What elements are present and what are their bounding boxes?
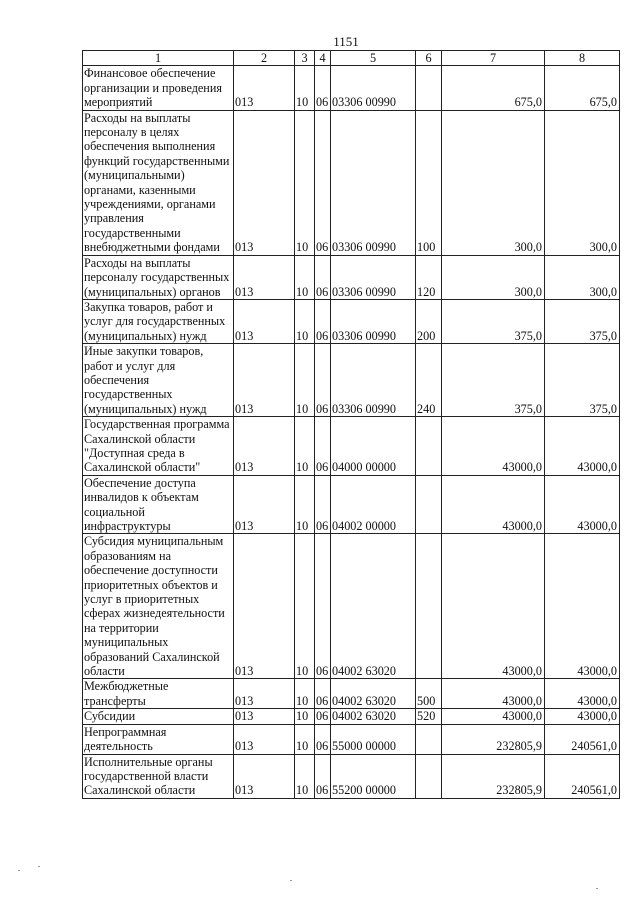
amount-col8: 43000,0 — [545, 417, 620, 476]
target-article-code: 03306 00990 — [331, 66, 416, 110]
expense-type-code: 200 — [416, 299, 442, 343]
target-article-code: 04002 00000 — [331, 475, 416, 534]
target-article-code: 04002 63020 — [331, 679, 416, 709]
ministry-code: 013 — [234, 534, 295, 679]
section-code: 10 — [295, 679, 315, 709]
amount-col7: 675,0 — [442, 66, 545, 110]
expense-type-code: 520 — [416, 709, 442, 724]
target-article-code: 04000 00000 — [331, 417, 416, 476]
row-description: Государственная программа Сахалинской области "Доступная среда в Сахалинской области" — [83, 417, 234, 476]
column-header: 3 — [295, 51, 315, 66]
ministry-code: 013 — [234, 299, 295, 343]
amount-col8: 240561,0 — [545, 754, 620, 798]
expense-type-code — [416, 534, 442, 679]
amount-col7: 43000,0 — [442, 417, 545, 476]
expense-type-code: 240 — [416, 344, 442, 417]
target-article-code: 55200 00000 — [331, 754, 416, 798]
table-row — [83, 724, 620, 754]
expense-type-code — [416, 417, 442, 476]
section-code: 10 — [295, 417, 315, 476]
amount-col8: 300,0 — [545, 255, 620, 299]
ministry-code: 013 — [234, 679, 295, 709]
budget-table — [82, 50, 620, 799]
table-row — [83, 754, 620, 798]
column-header: 1 — [83, 51, 234, 66]
column-header: 5 — [331, 51, 416, 66]
ministry-code: 013 — [234, 417, 295, 476]
table-row — [83, 679, 620, 709]
row-description: Расходы на выплаты персоналу государственных (муниципальных) органов — [83, 255, 234, 299]
expense-type-code: 120 — [416, 255, 442, 299]
column-header: 7 — [442, 51, 545, 66]
subsection-code: 06 — [315, 299, 331, 343]
table-row — [83, 344, 620, 417]
expense-type-code: 100 — [416, 110, 442, 255]
subsection-code: 06 — [315, 679, 331, 709]
subsection-code: 06 — [315, 724, 331, 754]
amount-col7: 300,0 — [442, 255, 545, 299]
target-article-code: 03306 00990 — [331, 110, 416, 255]
row-description: Закупка товаров, работ и услуг для государственных (муниципальных) нужд — [83, 299, 234, 343]
section-code: 10 — [295, 66, 315, 110]
amount-col8: 43000,0 — [545, 475, 620, 534]
target-article-code: 03306 00990 — [331, 299, 416, 343]
table-row — [83, 475, 620, 534]
amount-col8: 43000,0 — [545, 534, 620, 679]
amount-col8: 43000,0 — [545, 709, 620, 724]
target-article-code: 55000 00000 — [331, 724, 416, 754]
ministry-code: 013 — [234, 255, 295, 299]
ministry-code: 013 — [234, 344, 295, 417]
ministry-code: 013 — [234, 66, 295, 110]
section-code: 10 — [295, 299, 315, 343]
section-code: 10 — [295, 709, 315, 724]
subsection-code: 06 — [315, 344, 331, 417]
amount-col7: 375,0 — [442, 299, 545, 343]
column-header: 6 — [416, 51, 442, 66]
amount-col7: 375,0 — [442, 344, 545, 417]
table-row — [83, 110, 620, 255]
row-description: Межбюджетные трансферты — [83, 679, 234, 709]
row-description: Финансовое обеспечение организации и проведения мероприятий — [83, 66, 234, 110]
scan-speck — [18, 870, 20, 871]
subsection-code: 06 — [315, 709, 331, 724]
section-code: 10 — [295, 534, 315, 679]
section-code: 10 — [295, 724, 315, 754]
column-header: 4 — [315, 51, 331, 66]
section-code: 10 — [295, 475, 315, 534]
table-row — [83, 66, 620, 110]
scan-speck — [290, 880, 292, 881]
ministry-code: 013 — [234, 475, 295, 534]
target-article-code: 03306 00990 — [331, 344, 416, 417]
amount-col7: 232805,9 — [442, 754, 545, 798]
subsection-code: 06 — [315, 534, 331, 679]
subsection-code: 06 — [315, 66, 331, 110]
ministry-code: 013 — [234, 110, 295, 255]
row-description: Субсидии — [83, 709, 234, 724]
section-code: 10 — [295, 255, 315, 299]
row-description: Иные закупки товаров, работ и услуг для обеспечения государственных (муниципальных) нужд — [83, 344, 234, 417]
expense-type-code — [416, 754, 442, 798]
expense-type-code — [416, 724, 442, 754]
row-description: Субсидия муниципальным образованиям на обеспечение доступности приоритетных объектов и услуг в приоритетных сферах жизнедеятельности на территории муниципальных образований Сахалинской области — [83, 534, 234, 679]
section-code: 10 — [295, 110, 315, 255]
table-row — [83, 299, 620, 343]
expense-type-code — [416, 66, 442, 110]
amount-col8: 675,0 — [545, 66, 620, 110]
ministry-code: 013 — [234, 754, 295, 798]
amount-col7: 43000,0 — [442, 709, 545, 724]
expense-type-code: 500 — [416, 679, 442, 709]
scan-speck — [38, 866, 40, 867]
amount-col8: 375,0 — [545, 344, 620, 417]
row-description: Обеспечение доступа инвалидов к объектам социальной инфраструктуры — [83, 475, 234, 534]
amount-col7: 43000,0 — [442, 679, 545, 709]
table-row — [83, 255, 620, 299]
subsection-code: 06 — [315, 110, 331, 255]
expense-type-code — [416, 475, 442, 534]
subsection-code: 06 — [315, 475, 331, 534]
header-row — [83, 51, 620, 66]
subsection-code: 06 — [315, 754, 331, 798]
amount-col7: 300,0 — [442, 110, 545, 255]
table-row — [83, 534, 620, 679]
column-header: 8 — [545, 51, 620, 66]
table-row — [83, 709, 620, 724]
amount-col8: 300,0 — [545, 110, 620, 255]
row-description: Расходы на выплаты персоналу в целях обеспечения выполнения функций государственными (муниципальными) органами, казенными учреждениями, органами управления государственными внебюджетными фондами — [83, 110, 234, 255]
ministry-code: 013 — [234, 724, 295, 754]
column-header: 2 — [234, 51, 295, 66]
target-article-code: 04002 63020 — [331, 709, 416, 724]
target-article-code: 04002 63020 — [331, 534, 416, 679]
row-description: Исполнительные органы государственной власти Сахалинской области — [83, 754, 234, 798]
amount-col7: 43000,0 — [442, 534, 545, 679]
page-number: 1151 — [333, 34, 359, 49]
target-article-code: 03306 00990 — [331, 255, 416, 299]
amount-col7: 232805,9 — [442, 724, 545, 754]
subsection-code: 06 — [315, 417, 331, 476]
table-body — [83, 66, 620, 798]
ministry-code: 013 — [234, 709, 295, 724]
amount-col8: 240561,0 — [545, 724, 620, 754]
section-code: 10 — [295, 344, 315, 417]
scan-speck — [596, 888, 598, 889]
amount-col8: 375,0 — [545, 299, 620, 343]
row-description: Непрограммная деятельность — [83, 724, 234, 754]
section-code: 10 — [295, 754, 315, 798]
subsection-code: 06 — [315, 255, 331, 299]
amount-col7: 43000,0 — [442, 475, 545, 534]
table-row — [83, 417, 620, 476]
amount-col8: 43000,0 — [545, 679, 620, 709]
